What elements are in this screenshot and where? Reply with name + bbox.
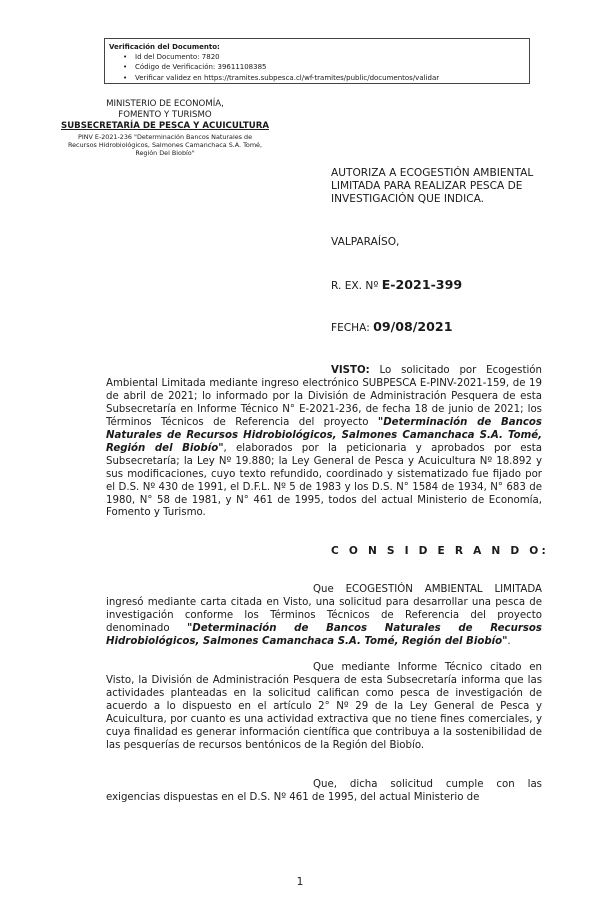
ministry-line-2: FOMENTO Y TURISMO <box>118 110 212 120</box>
considerando-paragraph-1 <box>106 584 542 649</box>
resolution-date-line <box>331 320 452 335</box>
fecha-value: 09/08/2021 <box>373 319 453 334</box>
rex-number: E-2021-399 <box>381 277 463 292</box>
considerando-2-text: Que mediante Informe Técnico citado en Visto, la División de Administración Pesquera de esta Subsecretaría informa que las actividades planteadas en la solicitud califican como pesca de investigación de acuerdo a lo dispuesto en el artículo 2° Nº 29 de la Ley General de Pesca y Acuicultura, por cuanto es una actividad extractiva que no tiene fines comerciales, y cuya finalidad es generar información científica que contribuya a la sostenibilidad de las pesquerías de recursos bentónicos de la Región del Biobío. <box>106 662 542 751</box>
visto-text-1: Lo solicitado por Ecogestión Ambiental Limitada mediante ingreso electrónico SUBPESCA E-PINV-2021-159, de 19 de abril de 2021; lo informado por la División de Administración Pesquera de esta Subsecretaría en Informe Técnico N° E-2021-236, de fecha 18 de junio de 2021; los Términos Técnicos de Referencia del proyecto <box>106 365 542 428</box>
ministry-header <box>40 99 290 157</box>
verification-title: Verificación del Documento: <box>109 43 220 51</box>
verification-item: • Código de Verificación: 39611108385 <box>125 62 523 72</box>
visto-text-2: , elaborados por la peticionaria y aprobados por esta Subsecretaría; la Ley Nº 19.880; la Ley General de Pesca y Acuicultura Nº 18.892 y sus modificaciones, cuyo texto refundido, coordinado y sistematizado fue fijado por el D.S. Nº 430 de 1991, el D.F.L. Nº 5 de 1983 y los D.S. N° 1584 de 1934, N° 683 de 1980, N° 58 de 1981, y N° 461 de 1995, todos del actual Ministerio de Economía, Fomento y Turismo. <box>106 442 543 519</box>
verification-item: • Id del Documento: 7820 <box>125 52 523 62</box>
resolution-number-line <box>331 278 462 293</box>
visto-paragraph <box>106 365 542 520</box>
verification-box <box>104 38 530 84</box>
considerando-heading: C O N S I D E R A N D O: <box>331 545 549 557</box>
resolution-title: AUTORIZA A ECOGESTIÓN AMBIENTAL LIMITADA PARA REALIZAR PESCA DE INVESTIGACIÓN QUE INDICA. <box>331 167 534 205</box>
page-number: 1 <box>296 876 304 888</box>
considerando-1-project-name: "Determinación de Bancos Naturales de Recursos Hidrobiológicos, Salmones Camanchaca S.A. Tomé, Región del Biobío" <box>106 622 542 647</box>
pinv-line-1: PINV E-2021-236 "Determinación Bancos Naturales de <box>77 133 253 141</box>
considerando-1-text: Que ECOGESTIÓN AMBIENTAL LIMITADA ingresó mediante carta citada en Visto, una solicitud para desarrollar una pesca de investigación conforme los Términos Técnicos de Referencia del proyecto denominado <box>106 584 542 634</box>
considerando-paragraph-3 <box>106 779 542 805</box>
visto-project-name: "Determinación de Bancos Naturales de Recursos Hidrobiológicos, Salmones Camanchaca S.A. Tomé, Región del Biobío" <box>106 416 542 454</box>
pinv-reference <box>40 133 290 157</box>
considerando-1-end: . <box>507 635 511 647</box>
visto-label: VISTO: <box>331 365 370 376</box>
verification-list <box>109 52 523 83</box>
rex-label: R. EX. Nº <box>331 280 379 292</box>
subsecretaria-name: SUBSECRETARÍA DE PESCA Y ACUICULTURA <box>61 121 269 131</box>
pinv-line-2: Recursos Hidrobiológicos, Salmones Camanchaca S.A. Tomé, <box>67 141 263 149</box>
ministry-line-1: MINISTERIO DE ECONOMÍA, <box>106 99 224 109</box>
pinv-line-3: Región Del Biobío" <box>135 149 195 157</box>
fecha-label: FECHA: <box>331 322 370 334</box>
verification-item: • Verificar validez en https://tramites.subpesca.cl/wf-tramites/public/documentos/validar <box>125 73 523 83</box>
considerando-3-text: Que, dicha solicitud cumple con las exigencias dispuestas en el D.S. Nº 461 de 1995, del actual Ministerio de <box>106 779 542 803</box>
resolution-city: VALPARAÍSO, <box>331 236 400 248</box>
considerando-paragraph-2 <box>106 662 542 753</box>
